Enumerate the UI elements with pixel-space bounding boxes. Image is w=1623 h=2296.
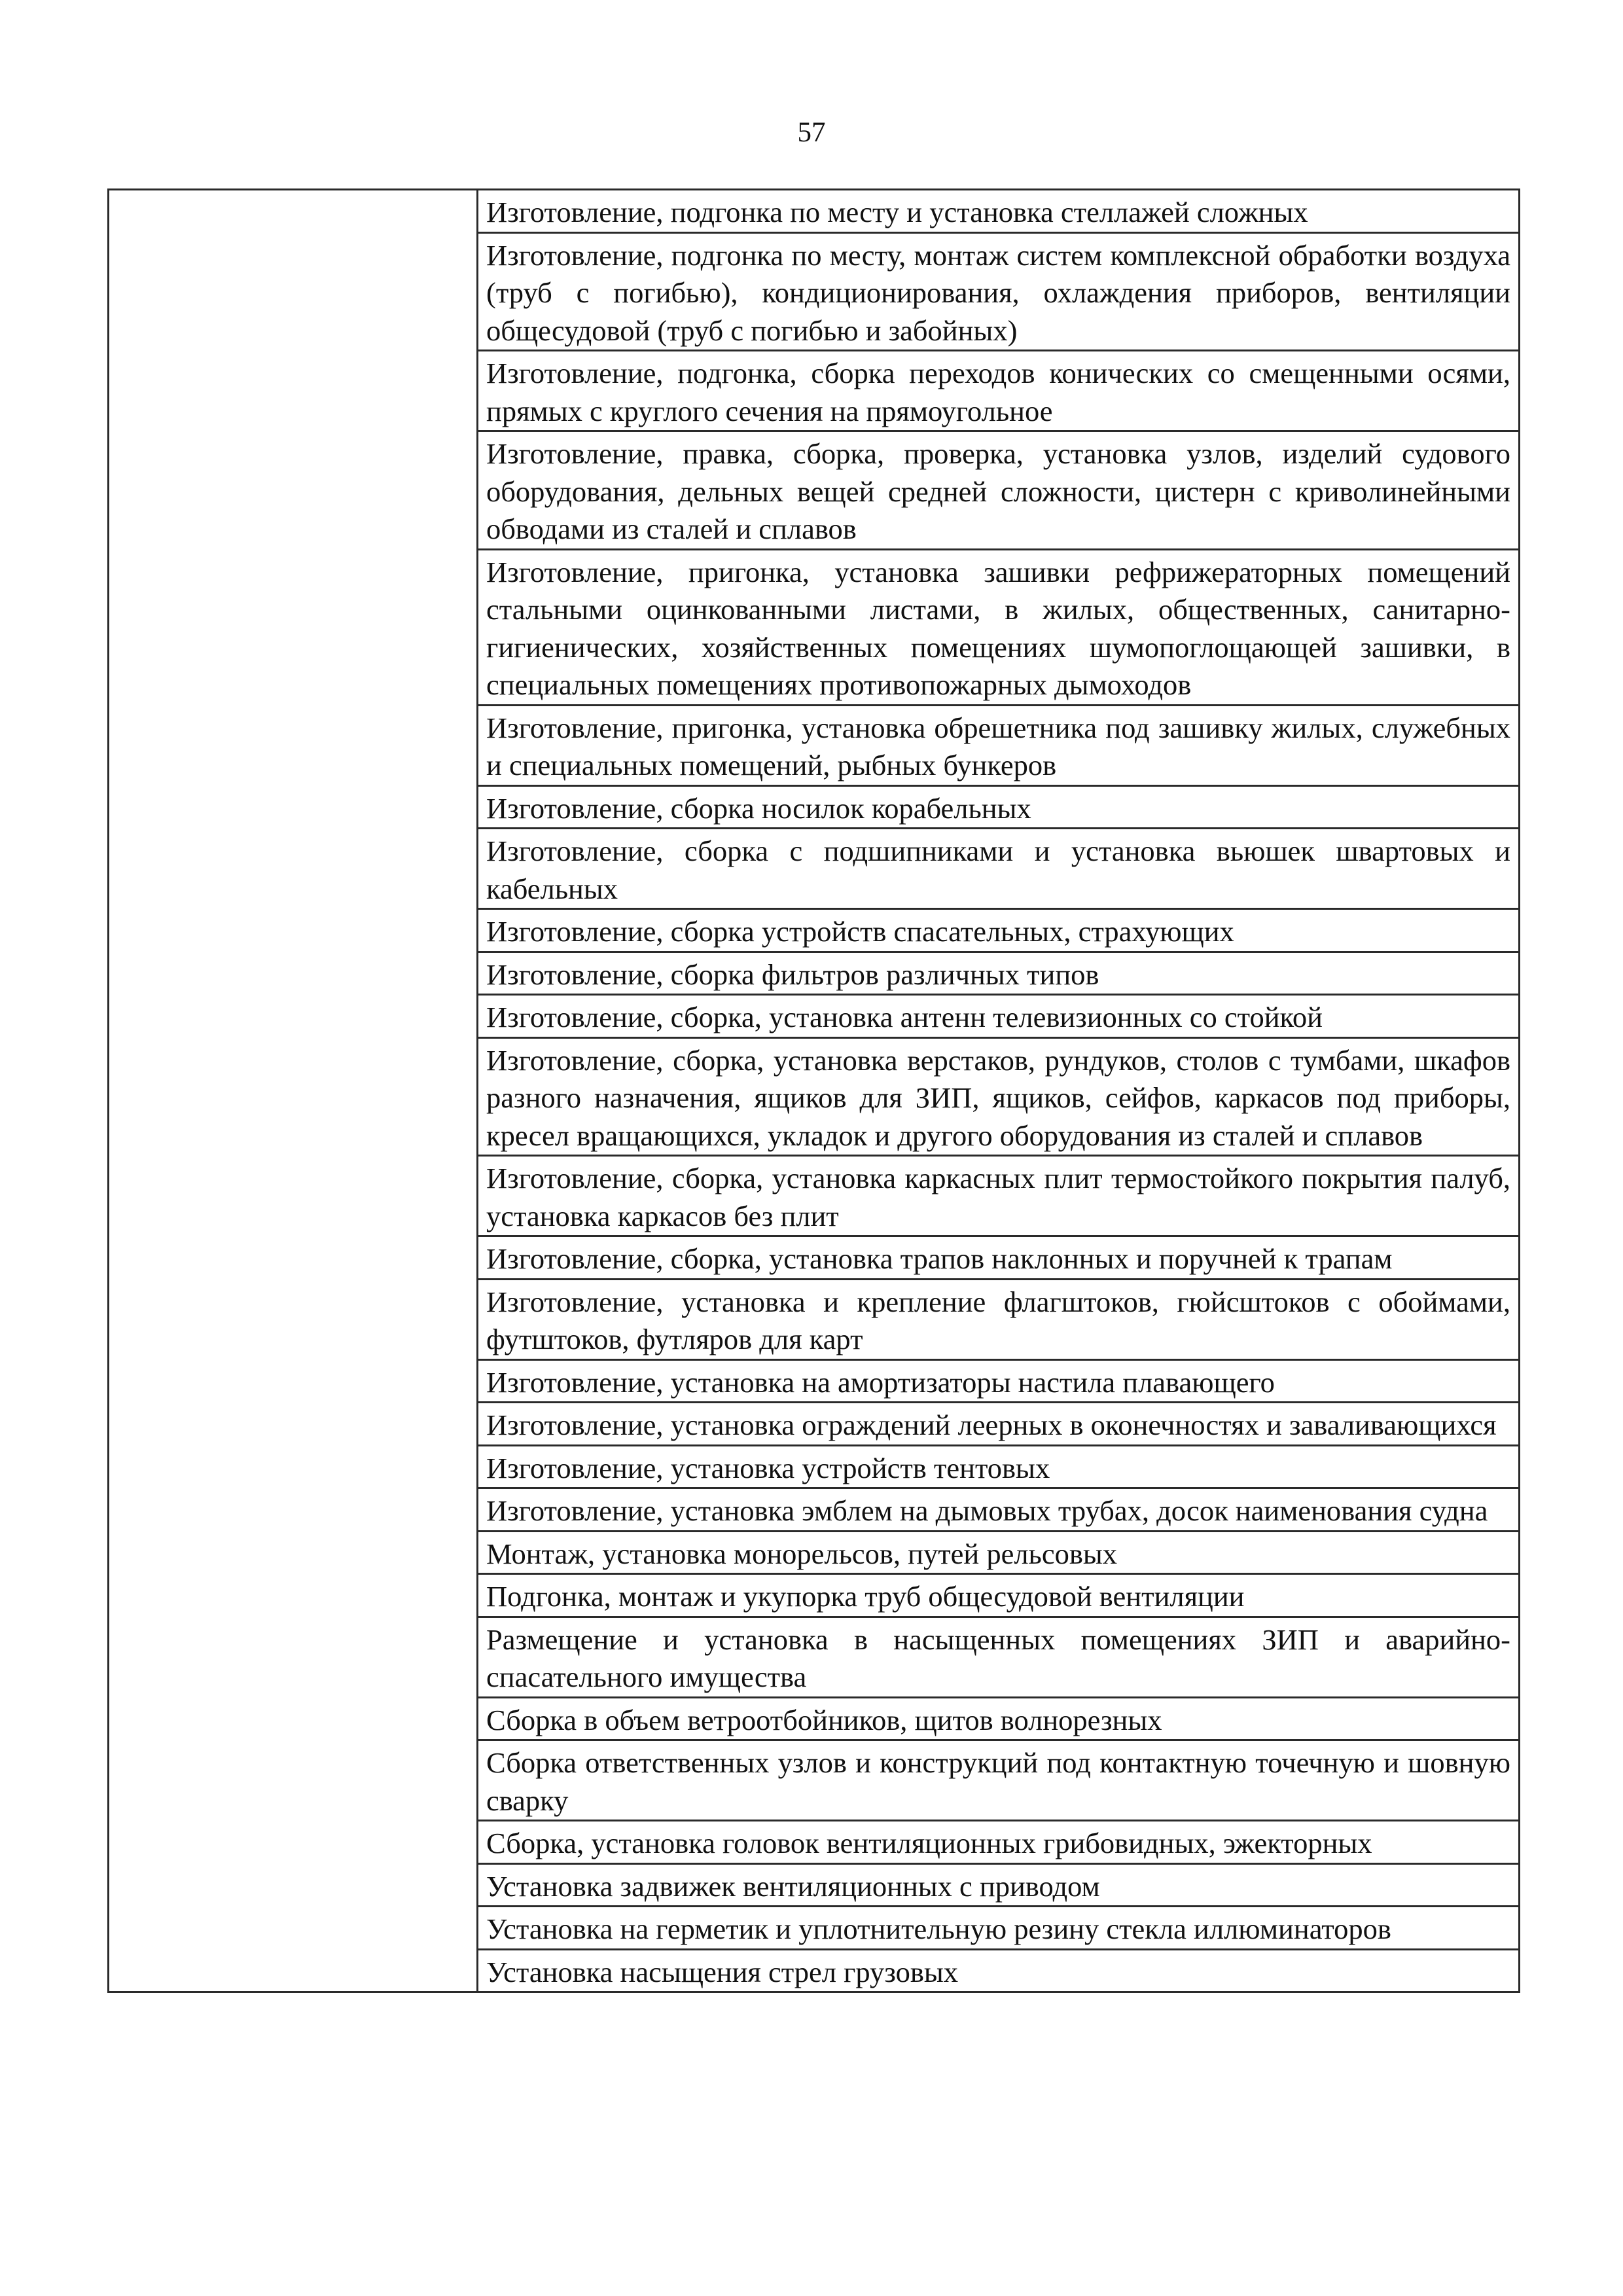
operation-text: Установка на герметик и уплотнительную резину стекла иллюминаторов [486, 1912, 1391, 1945]
operation-text: Изготовление, подгонка по месту, монтаж систем комплексной обработки воздуха (труб с погибью), кондиционирования, охлаждения приборов, вентиляции общесудовой (труб с погибью и забойных) [486, 238, 1510, 347]
table-cell [478, 1863, 1520, 1907]
table-cell [478, 1037, 1520, 1156]
operation-text: Изготовление, установка устройств тентовых [486, 1451, 1050, 1484]
table-cell [478, 909, 1520, 952]
empty-left-column-cell [109, 190, 478, 1992]
operation-text: Изготовление, сборка с подшипниками и установка вьюшек швартовых и кабельных [486, 834, 1510, 905]
table-cell [478, 1821, 1520, 1864]
operations-table [107, 188, 1520, 1993]
table-cell [478, 1740, 1520, 1821]
table-cell [478, 549, 1520, 705]
table-cell [478, 705, 1520, 785]
operation-text: Изготовление, сборка, установка каркасных плит термостойкого покрытия палуб, установка каркасов без плит [486, 1162, 1510, 1232]
operation-text: Изготовление, сборка, установка трапов наклонных и поручней к трапам [486, 1242, 1393, 1275]
table-cell [478, 1236, 1520, 1280]
page-number: 57 [797, 117, 826, 148]
table-cell [478, 1697, 1520, 1740]
operation-text: Размещение и установка в насыщенных помещениях ЗИП и аварийно-спасательного имущества [486, 1623, 1510, 1693]
operation-text: Изготовление, установка и крепление флагштоков, гюйсштоков с обоймами, футштоков, футляров для карт [486, 1285, 1510, 1355]
operation-text: Изготовление, правка, сборка, проверка, установка узлов, изделий судового оборудования, дельных вещей средней сложности, цистерн с криволинейными обводами из сталей и сплавов [486, 437, 1510, 545]
operation-text: Изготовление, сборка носилок корабельных [486, 791, 1031, 825]
table-cell [478, 952, 1520, 995]
operation-text: Подгонка, монтаж и укупорка труб общесудовой вентиляции [486, 1580, 1245, 1613]
table-cell [478, 785, 1520, 829]
table-cell [478, 1617, 1520, 1697]
table-cell [478, 829, 1520, 909]
operation-text: Изготовление, пригонка, установка зашивки рефрижераторных помещений стальными оцинкованными листами, в жилых, общественных, санитарно-гигиенических, хозяйственных помещениях шумопоглощающей зашивки, в специальных помещениях противопожарных дымоходов [486, 555, 1510, 701]
table-cell [478, 1445, 1520, 1488]
operation-text: Установка задвижек вентиляционных с приводом [486, 1869, 1100, 1903]
table-cell [478, 431, 1520, 550]
table-cell [478, 995, 1520, 1038]
operation-text: Монтаж, установка монорельсов, путей рельсовых [486, 1537, 1118, 1570]
table-cell [478, 1949, 1520, 1992]
table-cell [478, 1156, 1520, 1236]
operation-text: Изготовление, установка эмблем на дымовых трубах, досок наименования судна [486, 1494, 1488, 1527]
table-cell [478, 1531, 1520, 1574]
operation-text: Изготовление, сборка, установка верстаков, рундуков, столов с тумбами, шкафов разного назначения, ящиков для ЗИП, ящиков, сейфов, каркасов под приборы, кресел вращающихся, укладок и другого оборудования из сталей и сплавов [486, 1043, 1510, 1152]
table-cell [478, 1488, 1520, 1532]
table-cell [478, 190, 1520, 233]
operation-text: Сборка ответственных узлов и конструкций под контактную точечную и шовную сварку [486, 1746, 1510, 1817]
operation-text: Изготовление, сборка устройств спасательных, страхующих [486, 915, 1234, 948]
table-cell [478, 232, 1520, 351]
operation-text: Установка насыщения стрел грузовых [486, 1955, 958, 1988]
operation-text: Изготовление, подгонка, сборка переходов конических со смещенными осями, прямых с круглого сечения на прямоугольное [486, 357, 1510, 427]
operation-text: Изготовление, подгонка по месту и установка стеллажей сложных [486, 196, 1308, 228]
table-cell [478, 1359, 1520, 1403]
table-cell [478, 1279, 1520, 1359]
table-cell [478, 1403, 1520, 1446]
operation-text: Сборка, установка головок вентиляционных грибовидных, эжекторных [486, 1827, 1372, 1859]
table-cell [478, 1907, 1520, 1950]
operation-text: Изготовление, сборка фильтров различных типов [486, 958, 1099, 991]
table-cell [478, 1574, 1520, 1617]
table-row [109, 190, 1520, 233]
operation-text: Изготовление, пригонка, установка обрешетника под зашивку жилых, служебных и специальных помещений, рыбных бункеров [486, 711, 1510, 781]
operation-text: Изготовление, установка ограждений леерных в оконечностях и заваливающихся [486, 1408, 1497, 1441]
operation-text: Изготовление, установка на амортизаторы настила плавающего [486, 1365, 1275, 1399]
table-cell [478, 351, 1520, 431]
operation-text: Изготовление, сборка, установка антенн телевизионных со стойкой [486, 1001, 1323, 1033]
operation-text: Сборка в объем ветроотбойников, щитов волнорезных [486, 1703, 1162, 1736]
